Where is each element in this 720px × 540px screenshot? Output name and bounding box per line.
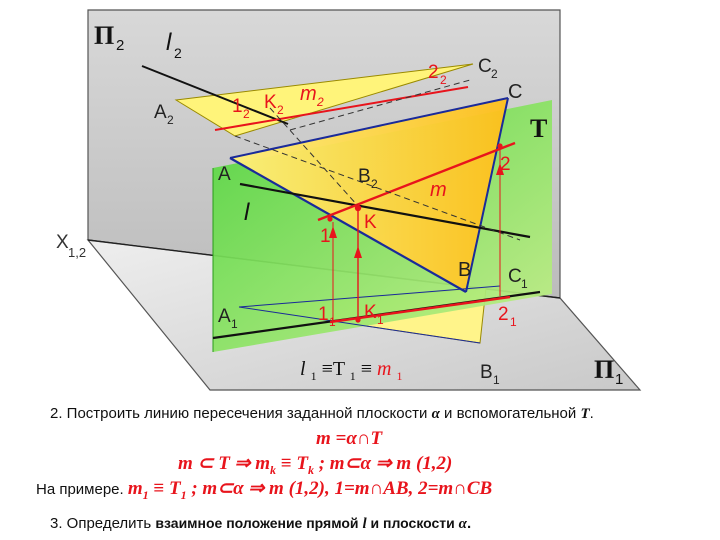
label-22: 2 — [428, 62, 439, 83]
step3-end: . — [466, 515, 472, 532]
label-a: A — [218, 164, 231, 185]
label-t1-sub: 1 — [349, 369, 356, 383]
label-c1-sub: 1 — [521, 277, 528, 291]
example-a: m — [127, 478, 143, 499]
label-l2: l — [166, 29, 172, 56]
example-line — [36, 477, 492, 503]
label-l2-sub: 2 — [174, 45, 182, 61]
label-eq-t1: ≡T — [321, 358, 345, 380]
step2-end: . — [589, 405, 594, 422]
label-k2: K — [264, 92, 277, 113]
label-21: 2 — [498, 304, 509, 325]
point-1 — [327, 216, 332, 221]
step3-prefix: 3. Определить — [50, 515, 156, 532]
example-b: ≡ T — [148, 478, 181, 499]
label-l: l — [244, 199, 250, 226]
formula-line-1: m =α∩T — [316, 428, 383, 449]
label-p2: Π — [94, 21, 115, 50]
label-m2: m — [300, 83, 317, 105]
label-m1: m — [376, 358, 392, 380]
point-k1 — [355, 317, 360, 322]
formula2-a: m ⊂ T ⇒ m — [178, 453, 271, 474]
label-11-sub: 1 — [329, 315, 336, 329]
step3-l: l — [362, 516, 367, 532]
example-sub2: 1 — [180, 487, 187, 502]
step2-t: T — [580, 406, 590, 422]
formula2-b: ≡ T — [276, 453, 308, 474]
formula2-c: ; m⊂α ⇒ m (1,2) — [313, 453, 453, 474]
label-k2-sub: 2 — [277, 103, 284, 117]
label-l1-sub: 1 — [310, 369, 317, 383]
label-k1: K — [364, 302, 377, 323]
label-c2: C — [478, 56, 492, 77]
step2-mid: и вспомогательной — [439, 405, 581, 422]
label-axis-x: X — [56, 232, 69, 253]
label-b1: B — [480, 362, 493, 383]
formula2-sub: k — [270, 462, 277, 477]
label-k: K — [364, 212, 377, 233]
label-b2: B — [358, 166, 371, 187]
label-p2-sub: 2 — [116, 37, 125, 54]
label-11: 1 — [318, 304, 329, 325]
example-c: ; m⊂α ⇒ m (1,2), 1=m∩AB, 2=m∩CB — [186, 478, 493, 499]
label-c: C — [508, 81, 523, 103]
label-b: B — [458, 259, 472, 281]
label-p1: Π — [594, 355, 615, 384]
label-a2: A — [154, 102, 167, 123]
label-axis-sub: 1,2 — [68, 245, 87, 260]
formula-line-2 — [178, 452, 452, 478]
step2-main: 2. Построить линию пересечения заданной плоскости — [50, 405, 432, 422]
label-21-sub: 1 — [510, 315, 517, 329]
label-a2-sub: 2 — [167, 113, 174, 127]
step2-alpha: α — [431, 406, 440, 422]
label-l1: l — [300, 358, 306, 380]
formula2-sub2: k — [307, 462, 314, 477]
label-m: m — [430, 179, 447, 201]
label-k1-sub: 1 — [377, 313, 384, 327]
label-c1: C — [508, 266, 522, 287]
label-b2-sub: 2 — [371, 177, 378, 191]
example-formula — [127, 478, 493, 502]
point-2 — [497, 143, 502, 148]
step3-mid: и плоскости — [366, 515, 459, 531]
label-a1-sub: 1 — [231, 317, 238, 331]
label-m1-sub: 1 — [396, 369, 403, 383]
label-a1: A — [218, 306, 231, 327]
label-12-sub: 2 — [243, 107, 250, 121]
label-eq-m1: ≡ — [360, 358, 372, 380]
step3-text — [50, 515, 471, 533]
step3-bold: взаимное положение прямой — [155, 515, 363, 531]
label-m2-sub: 2 — [317, 95, 324, 109]
point-k — [355, 205, 361, 211]
label-2: 2 — [500, 154, 511, 175]
example-sub1: 1 — [142, 487, 149, 502]
example-prefix: На примере. — [36, 481, 128, 498]
label-b1-sub: 1 — [493, 373, 500, 387]
label-1: 1 — [320, 226, 331, 247]
step3-alpha: α — [458, 516, 467, 532]
label-12: 1 — [232, 96, 243, 117]
label-c2-sub: 2 — [491, 67, 498, 81]
label-t: T — [530, 114, 548, 143]
label-22-sub: 2 — [440, 73, 447, 87]
label-p1-sub: 1 — [615, 371, 624, 388]
step2-text — [50, 405, 594, 423]
